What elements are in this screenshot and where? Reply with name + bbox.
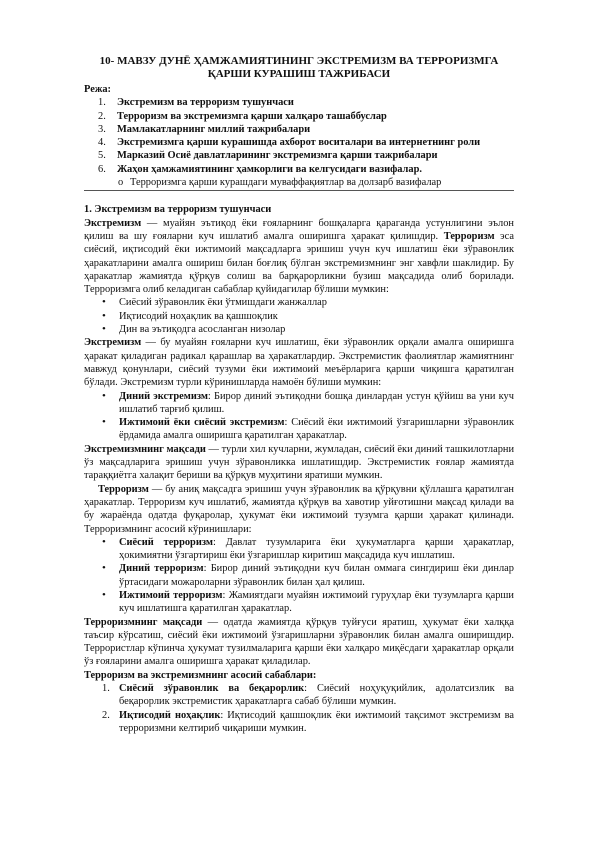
list-item: • Сиёсий зўравонлик ёки ўтмишдаги жанжаллар	[102, 296, 327, 309]
bullet-icon: •	[102, 535, 106, 548]
causes-list	[84, 296, 514, 336]
plan-item: 6. Жаҳон ҳамжамиятининг ҳамкорлиги ва келгусидаги вазифалар.	[98, 163, 422, 175]
title-line-2: ҚАРШИ КУРАШИШ ТАЖРИБАСИ	[207, 68, 391, 80]
plan-list	[84, 96, 514, 176]
list-item: • Ижтимоий ёки сиёсий экстремизм: Сиёсий ёки ижтимоий ўзгаришларни зўравонлик ёрдамида амалга оширишга қаратилган ҳаракатлар.	[102, 416, 514, 442]
bullet-icon: •	[102, 323, 106, 336]
plan-item: 1. Экстремизм ва терроризм тушунчаси	[98, 97, 294, 109]
plan-item: 2. Терроризм ва экстремизмга қарши халқаро ташаббуслар	[98, 110, 387, 122]
bullet-icon: •	[102, 562, 106, 575]
list-item: • Диний экстремизм: Бирор диний эътиқодни бошқа динлардан устун қўйиш ва уни куч ишлатиб тарғиб қилиш.	[102, 389, 514, 415]
causes-numbered-list	[84, 682, 514, 735]
plan-heading: Режа:	[84, 84, 112, 95]
bullet-icon: •	[102, 389, 106, 402]
document-title	[84, 55, 514, 81]
document-page	[84, 55, 514, 735]
causes-heading: Терроризм ва экстремизмнинг асосий сабаблари:	[84, 669, 317, 681]
paragraph-terrorism-goal: Терроризмнинг мақсади — одатда жамиятда қўрқув туйғуси яратиш, ҳукумат ёки халққа таъсир кўрсатиш, сиёсий ёки ижтимоий ўзгаришларни зўравонлик билан амалга оширишдир. Террористлар кўпинча ҳукумат тузилмаларига қарши ёки халқаро миқёсдаги ҳаракатлар орқали ўз ғояларини амалга оширишга ҳаракат қиладилар.	[84, 616, 514, 668]
list-item: • Дин ва эътиқодга асосланган низолар	[102, 323, 286, 336]
paragraph-extremism: Экстремизм — бу муайян ғояларни куч ишлатиш, ёки зўравонлик орқали амалга оширишга ҳаракат қиладиган радикал қарашлар ва ҳаракатлардир. Экстремистик фаолиятлар жамиятнинг мавжуд қонунлари, сиёсий тузуми ёки ижтимоий меъёрларига қарши чиқишга қаратилган бўлади. Экстремизм турли кўринишларда намоён бўлиши мумкин:	[84, 337, 514, 389]
bullet-icon: •	[102, 416, 106, 429]
plan-item: 3. Мамлакатларнинг миллий тажрибалари	[98, 123, 311, 135]
list-item: • Ижтимоий терроризм: Жамиятдаги муайян ижтимоий гуруҳлар ёки тузумларга қарши куч ишлатишга қаратилган ҳаракатлар.	[102, 588, 514, 615]
bullet-icon: •	[102, 588, 106, 601]
plan-item: 5. Марказий Осиё давлатларининг экстремизмга қарши тажрибалари	[98, 150, 438, 162]
bullet-icon: •	[102, 296, 106, 309]
list-item: 1. Сиёсий зўравонлик ва беқарорлик: Сиёсий ноҳуқуқийлик, адолатсизлик ва беқарорлик экстремистик ҳаракатларга сабаб бўлиши мумкин.	[102, 683, 514, 708]
extremism-types-list	[84, 390, 514, 443]
title-line-1: 10- МАВЗУ ДУНЁ ҲАМЖАМИЯТИНИНГ ЭКСТРЕМИЗМ ВА ТЕРРОРИЗМГА	[99, 55, 499, 67]
list-item: • Иқтисодий ноҳақлик ва қашшоқлик	[102, 309, 278, 322]
paragraph-definitions: Экстремизм — муайян эътиқод ёки ғояларнинг бошқаларга қараганда устунлигини эълон қилиш ва шу ғояларни куч ишлатиб амалга оширишга ҳаракат қилишдир. Терроризм эса сиёсий, иқтисодий ёки ижтимоий мақсадларга эришиш учун куч ишлатиш ёки зўравонлик ҳаракатларини амалга ошириш билан боғлиқ бўлган экстремизмнинг энг хавфли шаклидир. Бу ҳаракатлар жамиятда қўрқув солиш ва барқарорликни бузиш мақсадида олиб борилади. Терроризмга олиб келадиган сабаблар қуйидагилар бўлиши мумкин:	[84, 217, 514, 296]
terrorism-types-list	[84, 536, 514, 616]
bullet-icon: •	[102, 309, 106, 322]
list-item: • Диний терроризм: Бирор диний эътиқодни куч билан оммага сингдириш ёки динлар ўртасидаги можароларни зўравонлик билан ҳал қилиш.	[102, 562, 514, 588]
section-heading: 1. Экстремизм ва терроризм тушунчаси	[84, 204, 272, 216]
paragraph-terrorism: Терроризм — бу аниқ мақсадга эришиш учун зўравонлик ва қўрқувни қўллашга қаратилган ҳаракатлар. Терроризм куч ишлатиб, жамиятда қўрқув ва хавотир уйғотишни мақсад қилади ва бу жараёнда одатда фуқаролар, ҳукумат ёки ижтимоий тузумга қарши ҳаракат қилинади. Терроризмнинг асосий кўринишлари:	[84, 483, 514, 535]
plan-item: 4. Экстремизмга қарши курашишда ахборот воситалари ва интернетнинг роли	[98, 137, 481, 149]
list-item: 2. Иқтисодий ноҳақлик: Иқтисодий қашшоқлик ёки ижтимоий тақсимот экстремизм ва терроризмни келтириб чиқариши мумкин.	[102, 709, 515, 734]
circle-bullet-icon: o	[118, 177, 124, 189]
list-item: • Сиёсий терроризм: Давлат тузумларига ёки ҳукуматларга қарши ҳаракатлар, ҳокимиятни ўзгартириш ёки ўзгаришлар киритиш мақсадида куч ишлатиш.	[102, 535, 514, 562]
paragraph-extremism-goal: Экстремизмнинг мақсади — турли хил кучларни, жумладан, сиёсий ёки диний ташкилотларни ўз мақсадларига эришиш учун зўравонликка ишлатишдир. Экстремистик ғоялар жамиятда тараққиётга халақит бериши ва қўрқув муҳитини яратиши мумкин.	[84, 443, 515, 482]
plan-sub-item: o Терроризмга қарши курашдаги муваффақиятлар ва долзарб вазифалар	[84, 176, 514, 191]
